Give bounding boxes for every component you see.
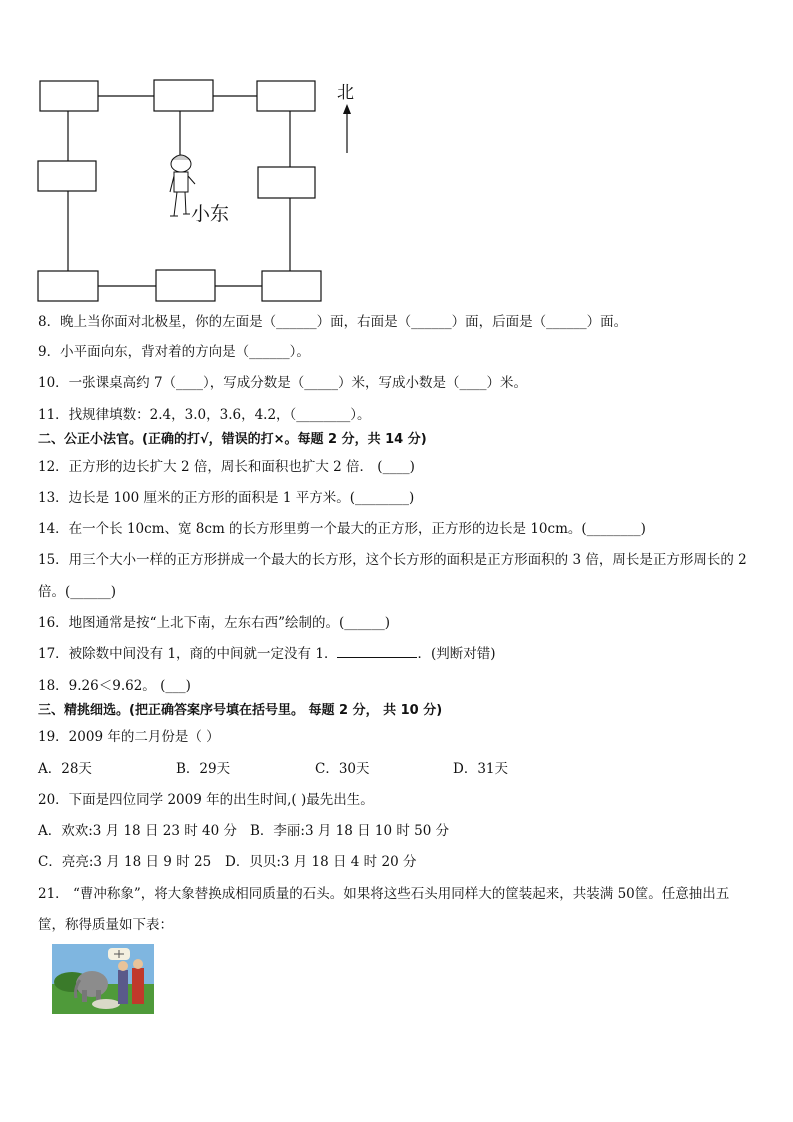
- question-18: 18．9.26＜9.62。 (___): [38, 678, 191, 694]
- question-19: 19．2009 年的二月份是（ ）: [38, 729, 220, 745]
- q20-option-a: A．欢欢:3 月 18 日 23 时 40 分: [38, 823, 237, 839]
- map-diagram-svg: [0, 0, 793, 310]
- question-10: 10．一张课桌高约 7（____），写成分数是（_____）米，写成小数是（____）米。: [38, 375, 528, 391]
- question-13: 13．边长是 100 厘米的正方形的面积是 1 平方米。(________): [38, 490, 415, 506]
- question-17-suffix: ．(判断对错): [417, 646, 496, 662]
- section-3-heading: 三、精挑细选。(把正确答案序号填在括号里。 每题 2 分， 共 10 分): [38, 703, 443, 718]
- question-21-line1: 21． “曹冲称象”，将大象替换成相同质量的石头。如果将这些石头用同样大的筐装起来，共装满 50筐。任意抽出五: [38, 886, 730, 902]
- question-8: 8．晚上当你面对北极星，你的左面是（______）面，右面是（______）面，后面是（______）面。: [38, 314, 628, 330]
- q20-option-b: B．李丽:3 月 18 日 10 时 50 分: [250, 823, 450, 839]
- answer-blank[interactable]: [337, 645, 417, 658]
- question-15-line2: 倍。(______): [38, 584, 117, 600]
- person-label: 小东: [191, 203, 230, 225]
- location-box: [154, 80, 213, 111]
- question-11: 11．找规律填数：2.4，3.0，3.6，4.2，（________）。: [38, 407, 371, 423]
- q19-option-a: A．28天: [38, 761, 92, 777]
- question-15-line1: 15．用三个大小一样的正方形拼成一个最大的长方形，这个长方形的面积是正方形面积的 3 倍，周长是正方形周长的 2: [38, 552, 747, 568]
- question-9: 9．小平面向东，背对着的方向是（______）。: [38, 344, 310, 360]
- q19-option-c: C．30天: [315, 761, 370, 777]
- q20-option-d: D．贝贝:3 月 18 日 4 时 20 分: [225, 854, 417, 870]
- question-16: 16．地图通常是按“上北下南，左东右西”绘制的。(______): [38, 615, 391, 631]
- location-box: [156, 270, 215, 301]
- north-label: 北: [337, 83, 354, 103]
- location-box: [262, 271, 321, 301]
- cao-chong-elephant-illustration: [52, 944, 154, 1014]
- q19-option-b: B．29天: [176, 761, 231, 777]
- q20-option-c: C．亮亮:3 月 18 日 9 时 25: [38, 854, 212, 870]
- location-box: [40, 81, 98, 111]
- question-12: 12．正方形的边长扩大 2 倍，周长和面积也扩大 2 倍． (____): [38, 459, 415, 475]
- location-box: [38, 161, 96, 191]
- location-box: [38, 271, 98, 301]
- location-box: [258, 167, 315, 198]
- location-box: [257, 81, 315, 111]
- north-arrow-head: [343, 104, 351, 114]
- question-14: 14．在一个长 10cm、宽 8cm 的长方形里剪一个最大的正方形，正方形的边长是 10cm。(________): [38, 521, 646, 537]
- direction-diagram: [0, 0, 793, 310]
- section-2-heading: 二、公正小法官。(正确的打√，错误的打×。每题 2 分，共 14 分): [38, 432, 427, 447]
- question-17: [38, 645, 496, 663]
- question-20: 20．下面是四位同学 2009 年的出生时间,( )最先出生。: [38, 792, 374, 808]
- question-17-text: 17．被除数中间没有 1，商的中间就一定没有 1．: [38, 646, 338, 662]
- q19-option-d: D．31天: [453, 761, 509, 777]
- question-21-line2: 筐，称得质量如下表：: [38, 917, 173, 933]
